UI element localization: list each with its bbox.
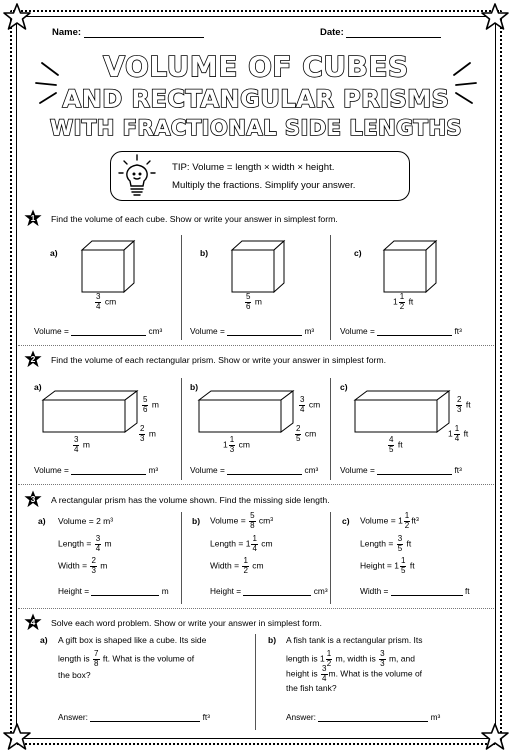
title-line-2: AND RECTANGULAR PRISMS xyxy=(62,85,450,113)
s1-a-answer[interactable]: Volume = cm³ xyxy=(34,326,163,336)
s2-b-answer[interactable]: Volume = cm³ xyxy=(190,465,319,475)
section-1-number: 1 xyxy=(30,213,36,223)
s4-b-answer[interactable]: Answer: m³ xyxy=(286,712,441,722)
s1-b-letter: b) xyxy=(200,248,209,258)
s2-b-height: $\frac{3}{4}$ cm xyxy=(300,395,321,414)
s4-b-line-4: the fish tank? xyxy=(286,683,337,693)
s2-c-length: $\frac{4}{5}$ ft xyxy=(389,435,403,454)
s4-b-line-1: A fish tank is a rectangular prism. Its xyxy=(286,635,423,645)
left-sparkle-icon xyxy=(30,55,70,105)
s2-c-height: $\frac{2}{3}$ ft xyxy=(457,395,471,414)
s4-a-answer[interactable]: Answer: ft³ xyxy=(58,712,210,722)
s3-a-width: Width = $\frac{2}{3}$ m xyxy=(58,556,108,575)
date-label: Date: xyxy=(320,27,344,38)
s3-a-volume: Volume = 2 m³ xyxy=(58,516,114,526)
s2-a-depth: $\frac{2}{3}$ m xyxy=(140,424,156,443)
tip-line-1: TIP: Volume = length × width × height. xyxy=(172,162,335,173)
date-blank[interactable] xyxy=(346,37,441,38)
name-blank[interactable] xyxy=(84,37,204,38)
s2-a-length: $\frac{3}{4}$ m xyxy=(74,435,90,454)
corner-star-icon xyxy=(2,722,32,752)
prism-b-figure xyxy=(196,388,296,434)
s3-b-volume: Volume = $\frac{5}{8}$ cm³ xyxy=(210,511,274,530)
s2-a-answer[interactable]: Volume = m³ xyxy=(34,465,159,475)
prism-c-figure xyxy=(352,388,452,434)
s2-a-height: $\frac{5}{6}$ m xyxy=(143,395,159,414)
name-label: Name: xyxy=(52,27,82,38)
s3-b-width: Width = $\frac{1}{2}$ cm xyxy=(210,556,264,575)
tip-line-2: Multiply the fractions. Simplify your answer. xyxy=(172,180,356,191)
section-3-instruction: A rectangular prism has the volume shown. Find the missing side length. xyxy=(51,495,330,505)
corner-star-icon xyxy=(2,2,32,32)
s4-a-line-1: A gift box is shaped like a cube. Its side xyxy=(58,635,207,645)
section-2-instruction: Find the volume of each rectangular prism. Show or write your answer in simplest form. xyxy=(51,355,387,365)
s1-a-side: $\frac{3}{4}$ cm xyxy=(96,292,117,311)
s3-b-length: Length = 1 $\frac{1}{4}$ cm xyxy=(210,534,273,553)
s2-a-letter: a) xyxy=(34,382,42,392)
date-field[interactable] xyxy=(320,27,441,38)
lightbulb-icon xyxy=(116,153,158,199)
s3-a-answer[interactable]: Height = m xyxy=(58,586,169,596)
corner-star-icon xyxy=(480,722,510,752)
cube-a-figure xyxy=(78,238,138,294)
s4-b-line-3: height is $\frac{3}{4}$ m. What is the volume of xyxy=(286,664,423,683)
title-line-1: VOLUME OF CUBES xyxy=(103,50,409,83)
section-3-number: 3 xyxy=(30,494,36,504)
name-field[interactable] xyxy=(52,27,204,38)
section-2-number: 2 xyxy=(30,354,36,364)
prism-a-figure xyxy=(40,388,140,434)
s3-c-length: Length = $\frac{3}{5}$ ft xyxy=(360,534,412,553)
s3-c-volume: Volume = 1 $\frac{1}{2}$ ft³ xyxy=(360,511,419,530)
s2-c-answer[interactable]: Volume = ft³ xyxy=(340,465,462,475)
s3-a-letter: a) xyxy=(38,516,46,526)
s1-b-side: $\frac{5}{6}$ m xyxy=(246,292,262,311)
s3-a-length: Length = $\frac{3}{4}$ m xyxy=(58,534,112,553)
corner-star-icon xyxy=(480,2,510,32)
cube-b-figure xyxy=(228,238,288,294)
s3-b-answer[interactable]: Height = cm³ xyxy=(210,586,328,596)
title-line-3: WITH FRACTIONAL SIDE LENGTHS xyxy=(49,116,463,140)
section-1-instruction: Find the volume of each cube. Show or write your answer in simplest form. xyxy=(51,214,338,224)
s4-b-letter: b) xyxy=(268,635,277,645)
s1-c-answer[interactable]: Volume = ft³ xyxy=(340,326,462,336)
s2-b-depth: $\frac{2}{5}$ cm xyxy=(296,424,317,443)
cube-c-figure xyxy=(380,238,440,294)
s4-a-line-3: the box? xyxy=(58,670,91,680)
s3-c-letter: c) xyxy=(342,516,350,526)
s3-c-height: Height = 1 $\frac{1}{5}$ ft xyxy=(360,556,415,575)
s3-b-letter: b) xyxy=(192,516,201,526)
s4-a-letter: a) xyxy=(40,635,48,645)
section-4-instruction: Solve each word problem. Show or write your answer in simplest form. xyxy=(51,618,322,628)
section-4-number: 4 xyxy=(30,617,36,627)
s4-a-line-2: length is $\frac{7}{8}$ ft. What is the volume of xyxy=(58,649,195,668)
s3-c-answer[interactable]: Width = ft xyxy=(360,586,470,596)
s2-b-length: 1 $\frac{1}{3}$ cm xyxy=(223,435,250,454)
s1-c-letter: c) xyxy=(354,248,362,258)
s1-c-side: 1 $\frac{1}{2}$ ft xyxy=(393,292,414,311)
s2-b-letter: b) xyxy=(190,382,199,392)
s2-c-depth: 1 $\frac{1}{4}$ ft xyxy=(448,424,469,443)
s1-b-answer[interactable]: Volume = m³ xyxy=(190,326,315,336)
s4-b-line-2: length is 1 $\frac{1}{2}$ m, width is $\frac{3}{3}$ m, and xyxy=(286,649,415,668)
s1-a-letter: a) xyxy=(50,248,58,258)
right-sparkle-icon xyxy=(442,55,482,105)
s2-c-letter: c) xyxy=(340,382,348,392)
